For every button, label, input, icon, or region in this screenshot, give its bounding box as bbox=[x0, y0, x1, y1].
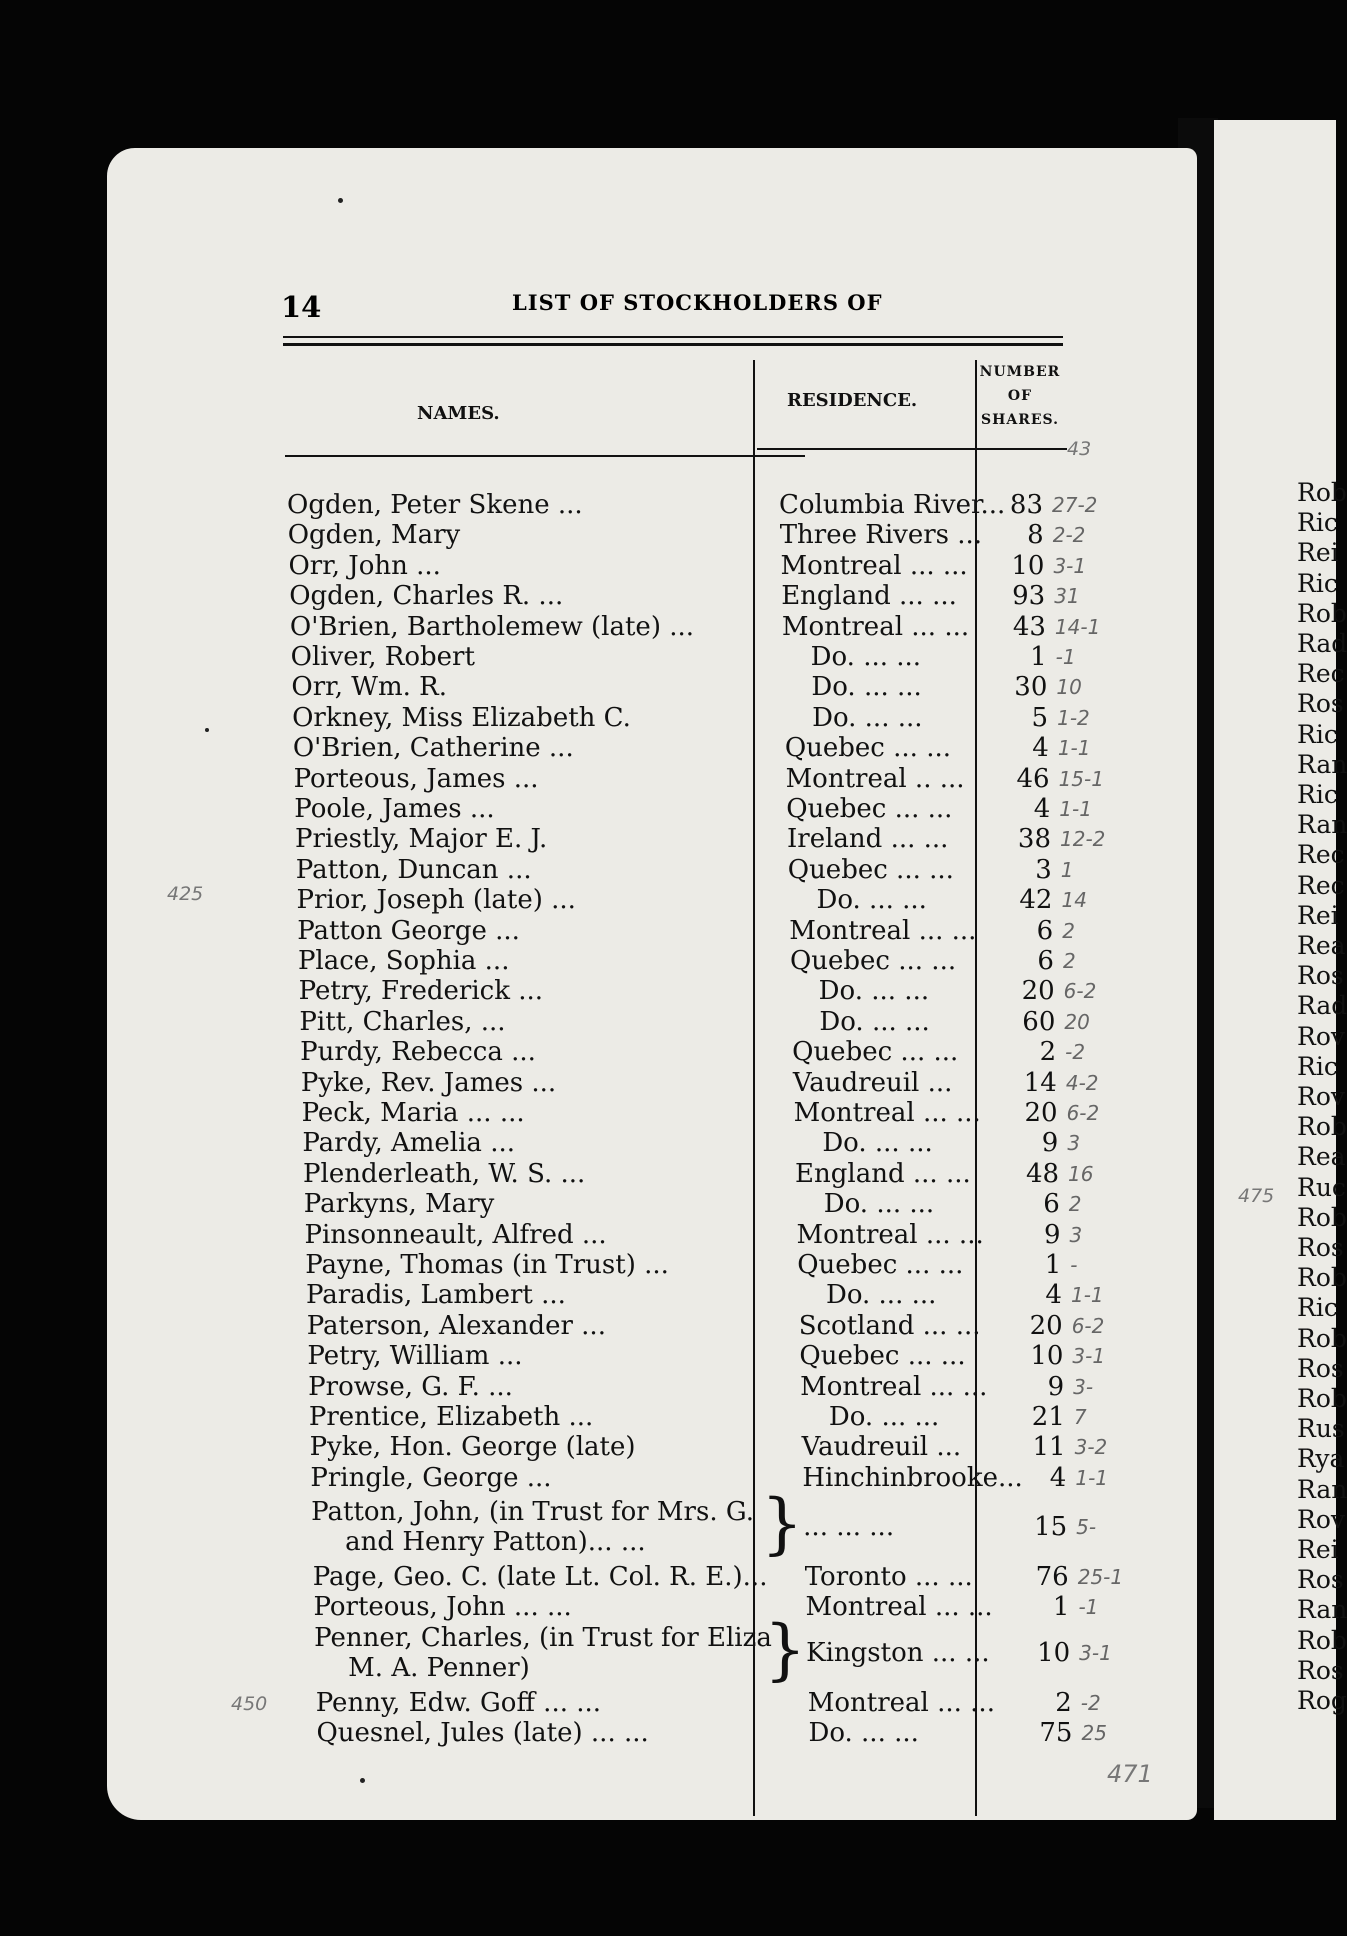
residence-cell: Vaudreuil ... bbox=[801, 1432, 962, 1463]
table-row bbox=[107, 1485, 1197, 1563]
stockholder-name: Paterson, Alexander ... bbox=[306, 1310, 606, 1341]
stockholder-name: Porteous, John ... ... bbox=[313, 1592, 572, 1623]
facing-page-fragment: Rob bbox=[1297, 1263, 1347, 1293]
facing-page-fragment: Rov bbox=[1297, 1504, 1345, 1534]
stockholder-name: Ogden, Mary bbox=[287, 520, 461, 551]
stockholder-name: Place, Sophia ... bbox=[297, 946, 510, 976]
stockholder-name: and Henry Patton)... ... bbox=[345, 1527, 646, 1558]
residence-cell: Quebec ... ... bbox=[786, 794, 953, 824]
facing-page-fragment: Ric bbox=[1297, 508, 1338, 538]
facing-page-fragment: Ric bbox=[1297, 719, 1338, 749]
residence-cell: Quebec ... ... bbox=[787, 854, 954, 885]
stockholder-name: Pitt, Charles, ... bbox=[299, 1006, 506, 1037]
facing-page-fragment: Rog bbox=[1297, 1686, 1347, 1715]
residence-cell: Vaudreuil ... bbox=[792, 1067, 953, 1098]
stockholder-name: Page, Geo. C. (late Lt. Col. R. E.)... bbox=[312, 1562, 768, 1592]
handwritten-share-note: 4-2 bbox=[1065, 1070, 1099, 1095]
handwritten-share-note: 2 bbox=[1068, 1192, 1082, 1217]
residence-cell: Quebec ... ... bbox=[799, 1341, 966, 1372]
table-row bbox=[107, 1220, 1197, 1250]
handwritten-share-note: 20 bbox=[1064, 1009, 1090, 1034]
facing-page-fragment: Rad bbox=[1297, 629, 1347, 658]
shares-cell: 9 bbox=[1043, 1219, 1061, 1250]
residence-cell: Montreal ... ... bbox=[805, 1592, 993, 1623]
handwritten-total-bottom: 471 bbox=[1107, 1760, 1153, 1788]
stockholder-name: Poole, James ... bbox=[294, 794, 495, 824]
residence-cell: Do. ... ... bbox=[816, 885, 927, 916]
table-row bbox=[107, 1688, 1197, 1718]
shares-cell: 2 bbox=[1055, 1687, 1072, 1718]
facing-page-fragment: Ros bbox=[1297, 1565, 1344, 1595]
residence-cell: England ... ... bbox=[781, 581, 957, 612]
residence-cell: Montreal ... ... bbox=[793, 1098, 981, 1128]
facing-page-fragment: Ros bbox=[1297, 1233, 1344, 1262]
residence-cell: Ireland ... ... bbox=[787, 824, 949, 855]
facing-page-fragment: Rei bbox=[1297, 1535, 1339, 1564]
handwritten-share-note: 6-2 bbox=[1071, 1313, 1105, 1338]
facing-page-fragment: Rob bbox=[1297, 1323, 1347, 1353]
facing-page-fragment: Rob bbox=[1297, 478, 1347, 507]
facing-page-fragment: Rov bbox=[1297, 1021, 1345, 1051]
residence-cell: Montreal ... ... bbox=[807, 1687, 995, 1718]
shares-cell: 11 bbox=[1032, 1432, 1066, 1463]
handwritten-share-note: 25 bbox=[1081, 1721, 1107, 1745]
handwritten-share-note: 7 bbox=[1073, 1405, 1087, 1429]
facing-page-fragment: Ros bbox=[1297, 1655, 1344, 1685]
stockholder-name: Patton, Duncan ... bbox=[295, 854, 532, 885]
table-row bbox=[107, 764, 1197, 794]
margin-note: 475 bbox=[1238, 1185, 1275, 1207]
stockholder-name: Purdy, Rebecca ... bbox=[300, 1037, 536, 1068]
shares-cell: 20 bbox=[1029, 1310, 1063, 1341]
shares-cell: 20 bbox=[1024, 1098, 1058, 1128]
column-header-shares-line: OF bbox=[1007, 388, 1033, 404]
handwritten-share-note: 6-2 bbox=[1066, 1101, 1100, 1125]
stockholder-name: Patton George ... bbox=[297, 915, 520, 946]
handwritten-share-note: -2 bbox=[1080, 1690, 1101, 1715]
table-row bbox=[107, 1311, 1197, 1341]
stockholder-name: Prowse, G. F. ... bbox=[308, 1371, 513, 1402]
handwritten-share-note: 2-2 bbox=[1052, 523, 1086, 548]
table-row bbox=[107, 1341, 1197, 1371]
facing-page-fragment: Rob bbox=[1297, 1202, 1347, 1232]
shares-cell: 4 bbox=[1032, 733, 1049, 764]
stockholder-name: Ogden, Charles R. ... bbox=[289, 581, 564, 612]
handwritten-share-note: 10 bbox=[1056, 675, 1082, 700]
table-row bbox=[107, 946, 1197, 976]
table-row bbox=[107, 612, 1197, 642]
handwritten-share-note: 6-2 bbox=[1063, 979, 1097, 1004]
column-header-shares-line: NUMBER bbox=[979, 364, 1061, 380]
shares-cell: 9 bbox=[1041, 1128, 1059, 1159]
stockholder-name: Peck, Maria ... ... bbox=[301, 1098, 525, 1128]
shares-cell: 4 bbox=[1045, 1280, 1062, 1311]
residence-cell: Quebec ... ... bbox=[792, 1037, 959, 1068]
shares-cell: 15 bbox=[1034, 1512, 1068, 1543]
table-row bbox=[107, 1189, 1197, 1219]
table-row bbox=[107, 794, 1197, 824]
shares-cell: 38 bbox=[1017, 824, 1052, 855]
stockholder-name: Prentice, Elizabeth ... bbox=[308, 1402, 594, 1432]
stockholder-name: O'Brien, Catherine ... bbox=[292, 733, 574, 764]
table-row bbox=[107, 1592, 1197, 1622]
facing-page-fragment: Rob bbox=[1297, 1112, 1347, 1142]
residence-cell: Montreal ... ... bbox=[780, 550, 968, 581]
stockholder-name: Orkney, Miss Elizabeth C. bbox=[292, 702, 631, 733]
facing-page-fragment: Rea bbox=[1297, 1142, 1346, 1172]
table-row bbox=[107, 520, 1197, 550]
residence-cell: Do. ... ... bbox=[822, 1128, 933, 1159]
handwritten-share-note: 5- bbox=[1076, 1515, 1097, 1540]
handwritten-share-note: -2 bbox=[1065, 1040, 1086, 1065]
facing-page-fragment: Ros bbox=[1297, 1353, 1344, 1383]
shares-cell: 75 bbox=[1039, 1718, 1073, 1748]
table-row bbox=[107, 1159, 1197, 1189]
shares-cell: 1 bbox=[1044, 1250, 1062, 1280]
stockholder-name: Orr, Wm. R. bbox=[291, 672, 447, 703]
stockholder-name: M. A. Penner) bbox=[348, 1652, 530, 1683]
paper-speck bbox=[360, 1778, 365, 1783]
table-row bbox=[107, 855, 1197, 885]
residence-cell: Columbia River... bbox=[779, 490, 1006, 520]
table-row bbox=[107, 1280, 1197, 1310]
handwritten-share-note: -1 bbox=[1055, 645, 1076, 669]
table-row bbox=[107, 824, 1197, 854]
shares-cell: 93 bbox=[1012, 581, 1046, 612]
table-row bbox=[107, 703, 1197, 733]
stockholder-name: Payne, Thomas (in Trust) ... bbox=[305, 1250, 669, 1280]
handwritten-share-note: 1 bbox=[1060, 857, 1074, 882]
shares-cell: 6 bbox=[1043, 1189, 1060, 1220]
shares-cell: 2 bbox=[1039, 1037, 1057, 1068]
stockholder-name: Penny, Edw. Goff ... ... bbox=[315, 1687, 602, 1718]
facing-page-fragment: Rob bbox=[1297, 1625, 1347, 1655]
table-row bbox=[107, 1463, 1197, 1493]
shares-cell: 60 bbox=[1022, 1006, 1056, 1037]
table-row bbox=[107, 733, 1197, 763]
paper-speck bbox=[205, 728, 209, 732]
table-row bbox=[107, 1402, 1197, 1432]
facing-page-fragment: Rei bbox=[1297, 900, 1339, 930]
facing-page-fragment: Rob bbox=[1297, 1384, 1347, 1413]
facing-page-fragment: Rad bbox=[1297, 991, 1347, 1021]
facing-page-fragment: Ran bbox=[1297, 810, 1347, 840]
handwritten-share-note: - bbox=[1070, 1253, 1078, 1277]
page-number: 14 bbox=[281, 290, 322, 324]
stockholder-name: Quesnel, Jules (late) ... ... bbox=[316, 1718, 649, 1748]
residence-cell: Montreal ... ... bbox=[800, 1371, 988, 1402]
facing-page-fragment: Rob bbox=[1297, 598, 1347, 628]
shares-cell: 10 bbox=[1030, 1341, 1064, 1372]
shares-cell: 43 bbox=[1012, 611, 1046, 642]
handwritten-share-note: 1-2 bbox=[1057, 705, 1090, 730]
stockholder-name: Plenderleath, W. S. ... bbox=[303, 1158, 586, 1189]
residence-cell: Quebec ... ... bbox=[789, 946, 957, 976]
shares-cell: 20 bbox=[1021, 976, 1055, 1007]
shares-cell: 76 bbox=[1035, 1562, 1069, 1592]
facing-page-fragment: Ric bbox=[1297, 1051, 1338, 1081]
residence-cell: Kingston ... ... bbox=[806, 1637, 990, 1668]
table-row bbox=[107, 581, 1197, 611]
handwritten-share-note: 3-2 bbox=[1074, 1435, 1108, 1460]
facing-page-fragment: Rec bbox=[1297, 870, 1345, 900]
residence-cell: Montreal .. ... bbox=[785, 763, 965, 794]
margin-note: 425 bbox=[167, 883, 204, 905]
residence-cell: ... ... ... bbox=[803, 1512, 895, 1543]
facing-page-fragment: Ran bbox=[1297, 1595, 1347, 1625]
stockholder-name: Oliver, Robert bbox=[290, 642, 475, 672]
stockholder-table bbox=[107, 148, 1197, 1820]
residence-cell: Do. ... ... bbox=[823, 1189, 935, 1220]
shares-cell: 10 bbox=[1011, 550, 1045, 581]
shares-cell: 1 bbox=[1052, 1592, 1070, 1623]
table-row bbox=[107, 1250, 1197, 1280]
table-row bbox=[107, 1610, 1197, 1688]
residence-cell: England ... ... bbox=[795, 1158, 971, 1189]
facing-page-fragment: Rus bbox=[1297, 1414, 1345, 1444]
handwritten-share-note: 2 bbox=[1062, 949, 1076, 973]
shares-cell: 83 bbox=[1009, 490, 1043, 520]
table-row bbox=[107, 672, 1197, 702]
stockholder-name: Patton, John, (in Trust for Mrs. G. bbox=[311, 1497, 754, 1528]
margin-note: 450 bbox=[231, 1693, 268, 1715]
column-header-residence: RESIDENCE. bbox=[787, 390, 918, 411]
shares-cell: 4 bbox=[1049, 1462, 1067, 1493]
residence-cell: Scotland ... ... bbox=[798, 1310, 981, 1341]
handwritten-share-note: 27-2 bbox=[1052, 493, 1098, 517]
table-row bbox=[107, 976, 1197, 1006]
residence-cell: Do. ... ... bbox=[808, 1718, 919, 1748]
handwritten-share-note: 1-1 bbox=[1057, 736, 1091, 761]
facing-page-fragment: Ric bbox=[1297, 568, 1338, 598]
table-row bbox=[107, 1128, 1197, 1158]
stockholder-name: Petry, Frederick ... bbox=[298, 976, 544, 1007]
shares-cell: 8 bbox=[1027, 520, 1044, 551]
stockholder-name: Paradis, Lambert ... bbox=[305, 1280, 566, 1311]
facing-page-fragment: Rov bbox=[1297, 1082, 1345, 1111]
residence-cell: Do. ... ... bbox=[812, 702, 923, 733]
stockholder-name: Ogden, Peter Skene ... bbox=[287, 490, 583, 520]
running-head: LIST OF STOCKHOLDERS OF bbox=[512, 290, 883, 315]
stockholder-name: Pyke, Rev. James ... bbox=[300, 1067, 557, 1098]
handwritten-share-note: 12-2 bbox=[1060, 827, 1106, 852]
grouping-brace: } bbox=[761, 1485, 804, 1563]
shares-cell: 10 bbox=[1037, 1637, 1071, 1668]
handwritten-share-note: 3-1 bbox=[1079, 1640, 1112, 1665]
handwritten-share-note: 3-1 bbox=[1072, 1344, 1106, 1369]
stockholder-name: Prior, Joseph (late) ... bbox=[296, 885, 576, 916]
residence-cell: Quebec ... ... bbox=[784, 733, 951, 764]
facing-page-fragment: Rei bbox=[1297, 538, 1339, 568]
stockholder-name: Penner, Charles, (in Trust for Eliza bbox=[314, 1622, 772, 1653]
shares-cell: 9 bbox=[1047, 1371, 1065, 1402]
handwritten-share-note: 3-1 bbox=[1053, 553, 1087, 578]
table-row bbox=[107, 1562, 1197, 1592]
facing-page-fragment: Ric bbox=[1297, 1293, 1338, 1323]
column-header-shares-line: SHARES. bbox=[981, 412, 1059, 428]
facing-page-fragment: Ros bbox=[1297, 961, 1344, 991]
facing-page-fragment: Rec bbox=[1297, 840, 1345, 870]
facing-page-fragment: Ric bbox=[1297, 780, 1338, 809]
facing-page-fragment: Ran bbox=[1297, 749, 1347, 779]
shares-cell: 42 bbox=[1019, 885, 1053, 916]
table-row bbox=[107, 1037, 1197, 1067]
handwritten-share-note: 3- bbox=[1073, 1374, 1094, 1399]
shares-cell: 4 bbox=[1033, 794, 1051, 824]
shares-cell: 1 bbox=[1030, 642, 1047, 672]
shares-cell: 48 bbox=[1025, 1158, 1060, 1189]
shares-cell: 5 bbox=[1031, 702, 1049, 733]
facing-page-fragment: Ran bbox=[1297, 1474, 1347, 1504]
facing-page-fragment: Ros bbox=[1297, 689, 1344, 719]
shares-cell: 6 bbox=[1036, 915, 1054, 946]
residence-cell: Montreal ... ... bbox=[789, 915, 977, 946]
table-row bbox=[107, 1098, 1197, 1128]
table-row bbox=[107, 1068, 1197, 1098]
residence-cell: Do. ... ... bbox=[819, 1006, 930, 1037]
table-row bbox=[107, 1007, 1197, 1037]
facing-page-fragment: Rya bbox=[1297, 1444, 1345, 1474]
handwritten-share-note: 2 bbox=[1062, 918, 1075, 943]
table-row bbox=[107, 885, 1197, 915]
grouping-brace: } bbox=[764, 1610, 807, 1688]
handwritten-share-note: 3 bbox=[1069, 1222, 1083, 1247]
handwritten-share-note: 1-1 bbox=[1070, 1283, 1104, 1308]
shares-cell: 46 bbox=[1016, 763, 1050, 794]
stockholder-name: O'Brien, Bartholemew (late) ... bbox=[289, 611, 695, 642]
shares-cell: 14 bbox=[1023, 1067, 1057, 1098]
stockholder-name: Priestly, Major E. J. bbox=[295, 824, 548, 855]
stockholder-name: Pardy, Amelia ... bbox=[302, 1128, 515, 1159]
shares-cell: 3 bbox=[1035, 854, 1052, 885]
residence-cell: Do. ... ... bbox=[810, 642, 922, 672]
facing-page-fragment: Ruc bbox=[1297, 1172, 1346, 1202]
column-header-names: NAMES. bbox=[417, 403, 500, 424]
residence-cell: Hinchinbrooke... bbox=[802, 1462, 1023, 1493]
handwritten-share-note: 1-1 bbox=[1075, 1465, 1109, 1490]
residence-cell: Toronto ... ... bbox=[804, 1562, 973, 1592]
residence-cell: Do. ... ... bbox=[818, 976, 930, 1007]
table-row bbox=[107, 1372, 1197, 1402]
handwritten-share-note: -1 bbox=[1078, 1595, 1099, 1620]
residence-cell: Do. ... ... bbox=[828, 1402, 940, 1432]
residence-cell: Do. ... ... bbox=[811, 672, 922, 703]
handwritten-share-note: 25-1 bbox=[1077, 1565, 1124, 1589]
document-page bbox=[107, 148, 1197, 1820]
table-row bbox=[107, 551, 1197, 581]
facing-page-fragment: Rec bbox=[1297, 659, 1345, 689]
stockholder-name: Pyke, Hon. George (late) bbox=[309, 1432, 636, 1463]
paper-speck bbox=[338, 198, 343, 203]
handwritten-share-note: 15-1 bbox=[1058, 766, 1104, 791]
residence-cell: Montreal ... ... bbox=[796, 1219, 984, 1250]
handwritten-share-note: 3 bbox=[1067, 1131, 1081, 1156]
stockholder-name: Petry, William ... bbox=[307, 1341, 523, 1372]
handwritten-share-note: 16 bbox=[1068, 1161, 1094, 1186]
table-row bbox=[107, 1718, 1197, 1748]
facing-page-fragment: Rea bbox=[1297, 931, 1346, 960]
stockholder-name: Parkyns, Mary bbox=[303, 1189, 495, 1220]
table-row bbox=[107, 1432, 1197, 1462]
table-row bbox=[107, 490, 1197, 520]
shares-cell: 30 bbox=[1014, 672, 1048, 703]
handwritten-share-note: 14 bbox=[1061, 888, 1087, 913]
stockholder-name: Orr, John ... bbox=[288, 550, 441, 581]
table-row bbox=[107, 916, 1197, 946]
table-row bbox=[107, 642, 1197, 672]
stockholder-name: Porteous, James ... bbox=[293, 763, 539, 794]
residence-cell: Quebec ... ... bbox=[797, 1250, 964, 1280]
shares-cell: 6 bbox=[1037, 946, 1054, 976]
stockholder-name: Pringle, George ... bbox=[310, 1462, 552, 1493]
residence-cell: Three Rivers ... bbox=[779, 520, 983, 551]
residence-cell: Montreal ... ... bbox=[781, 611, 970, 642]
shares-cell: 21 bbox=[1031, 1402, 1065, 1432]
handwritten-share-note: 14-1 bbox=[1054, 614, 1101, 639]
handwritten-share-note: 31 bbox=[1054, 584, 1080, 609]
handwritten-total-top: 43 bbox=[1067, 438, 1092, 460]
residence-cell: Do. ... ... bbox=[825, 1280, 937, 1311]
stockholder-name: Pinsonneault, Alfred ... bbox=[304, 1219, 607, 1250]
handwritten-share-note: 1-1 bbox=[1059, 797, 1092, 821]
